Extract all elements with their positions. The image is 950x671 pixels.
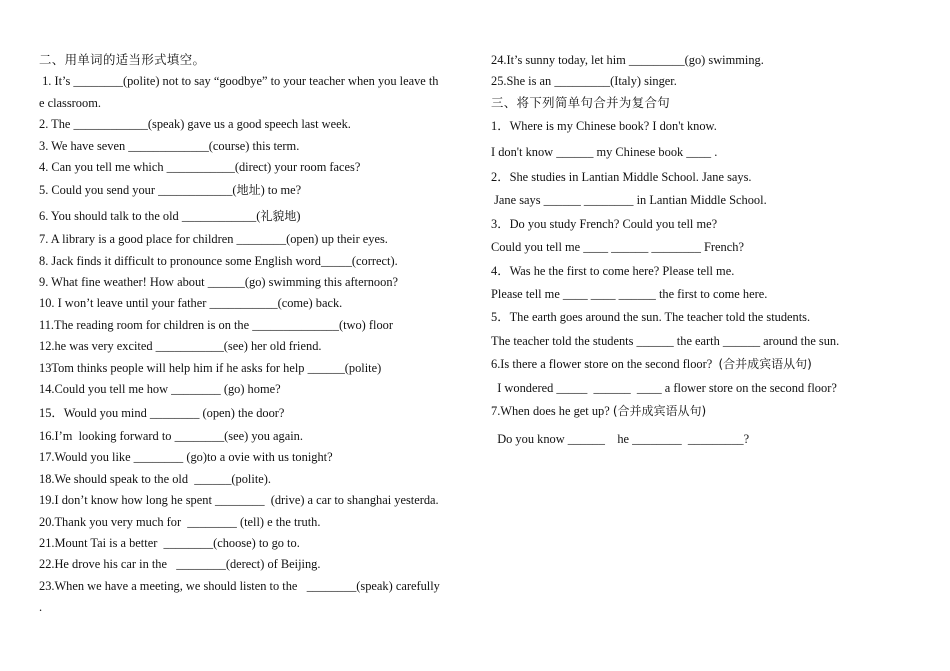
q23-line-a: 23.When we have a meeting, we should listen to the ________(speak) carefully bbox=[39, 578, 440, 593]
q14: 14.Could you tell me how ________ (go) home? bbox=[39, 382, 281, 397]
s2-question: 2．She studies in Lantian Middle School. Jane says. bbox=[491, 170, 752, 185]
q5-hint: 地址 bbox=[236, 183, 261, 198]
q5-text: 5. Could you send your ____________( bbox=[39, 183, 237, 198]
q3: 3. We have seven _____________(course) this term. bbox=[39, 138, 300, 153]
q7: 7. A library is a good place for children ________(open) up their eyes. bbox=[39, 232, 388, 247]
s6-answer: I wondered _____ ______ ____ a flower store on the second floor? bbox=[491, 380, 837, 395]
s4-answer: Please tell me ____ ____ ______ the first to come here. bbox=[491, 287, 768, 302]
q9: 9. What fine weather! How about ______(go) swimming this afternoon? bbox=[39, 275, 399, 290]
q22: 22.He drove his car in the ________(derect) of Beijing. bbox=[39, 557, 321, 572]
q4: 4. Can you tell me which ___________(direct) your room faces? bbox=[39, 160, 361, 175]
s2-answer: Jane says ______ ________ in Lantian Middle School. bbox=[491, 193, 767, 208]
s7-text: 7.When does he get up? bbox=[491, 404, 613, 419]
q23-line-b: . bbox=[39, 600, 43, 615]
q15: 15．Would you mind ________ (open) the door? bbox=[39, 405, 285, 420]
section-two-heading: 二、用单词的适当形式填空。 bbox=[39, 53, 206, 67]
s7-answer: Do you know ______ he ________ _________? bbox=[491, 431, 750, 446]
q20: 20.Thank you very much for ________ (tell) e the truth. bbox=[39, 514, 321, 529]
right-column bbox=[491, 50, 911, 450]
s1-answer: I don't know ______ my Chinese book ____ . bbox=[491, 144, 718, 159]
q17: 17.Would you like ________ (go)to a ovie with us tonight? bbox=[39, 450, 333, 465]
s7-question bbox=[491, 401, 911, 422]
q24: 24.It’s sunny today, let him _________(go) swimming. bbox=[491, 53, 764, 67]
s6-text: 6.Is there a flower store on the second floor? bbox=[491, 357, 719, 372]
s5-answer: The teacher told the students ______ the earth ______ around the sun. bbox=[491, 333, 840, 348]
q2: 2. The ____________(speak) gave us a good speech last week. bbox=[39, 117, 351, 132]
s5-question: 5．The earth goes around the sun. The teacher told the students. bbox=[491, 310, 811, 325]
section-three-heading: 三、将下列简单句合并为复合句 bbox=[491, 95, 671, 110]
s3-question: 3．Do you study French? Could you tell me? bbox=[491, 216, 718, 231]
s6-hint: (合并成宾语从句) bbox=[718, 357, 812, 372]
q6-text: 6. You should talk to the old ____________( bbox=[39, 208, 261, 223]
q10: 10. I won’t leave until your father ___________(come) back. bbox=[39, 296, 343, 311]
q13: 13Tom thinks people will help him if he asks for help ______(polite) bbox=[39, 360, 382, 375]
q1-line-b: e classroom. bbox=[39, 95, 101, 110]
s1-question: 1．Where is my Chinese book? I don't know. bbox=[491, 119, 717, 134]
q18: 18.We should speak to the old ______(polite). bbox=[39, 471, 271, 486]
q21: 21.Mount Tai is a better ________(choose) to go to. bbox=[39, 535, 300, 550]
s4-question: 4．Was he the first to come here? Please tell me. bbox=[491, 263, 735, 278]
q6-hint: 礼貌地 bbox=[260, 208, 297, 223]
q16: 16.I’m looking forward to ________(see) you again. bbox=[39, 428, 303, 443]
q6 bbox=[39, 206, 459, 227]
s7-hint: (合并成宾语从句) bbox=[612, 404, 707, 419]
left-column bbox=[39, 50, 459, 619]
q6-tail: ) bbox=[296, 208, 301, 223]
q8: 8. Jack finds it difficult to pronounce some English word_____(correct). bbox=[39, 253, 398, 268]
q5 bbox=[39, 180, 459, 201]
q25: 25.She is an _________(Italy) singer. bbox=[491, 74, 677, 89]
q5-tail: ) to me? bbox=[260, 183, 302, 198]
q19: 19.I don’t know how long he spent ________ (drive) a car to shanghai yesterda. bbox=[39, 493, 439, 508]
q11: 11.The reading room for children is on the ______________(two) floor bbox=[39, 317, 393, 332]
s6-question bbox=[491, 354, 911, 375]
q12: 12.he was very excited ___________(see) her old friend. bbox=[39, 339, 322, 354]
s3-answer: Could you tell me ____ ______ ________ French? bbox=[491, 240, 744, 255]
q1-line-a: 1. It’s ________(polite) not to say “goodbye” to your teacher when you leave th bbox=[39, 74, 439, 89]
